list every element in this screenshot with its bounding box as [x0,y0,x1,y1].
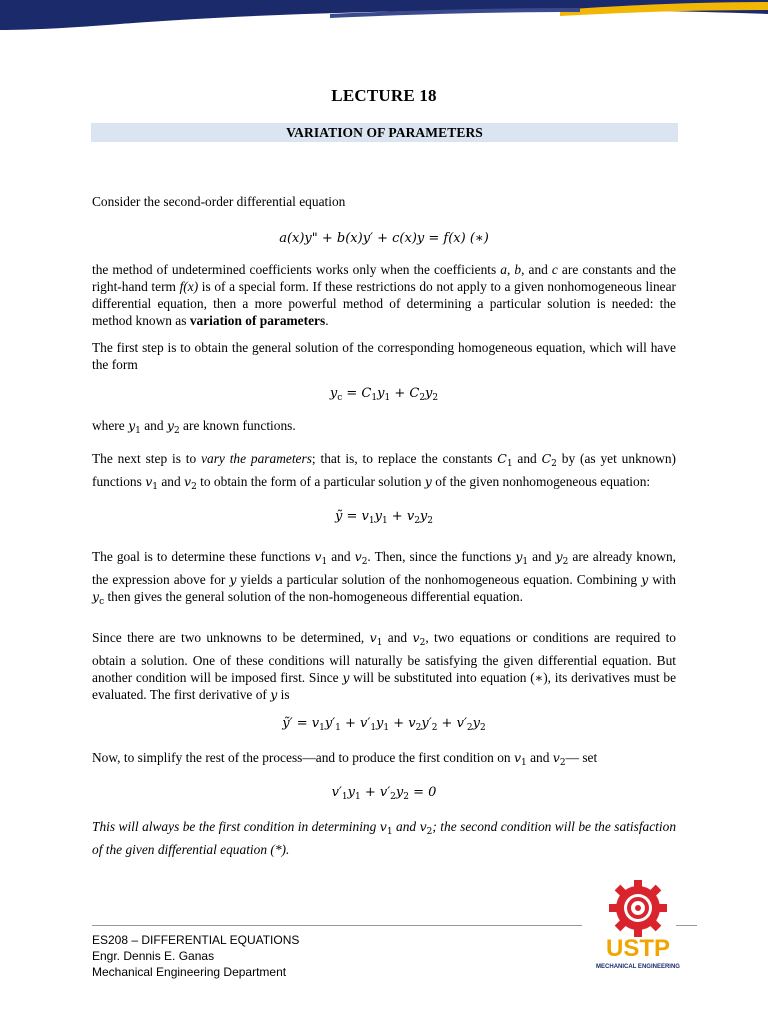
footer-divider [92,925,582,926]
equation-main: a(x)y" + b(x)y′ + c(x)y = f(x) (∗) [279,231,489,246]
paragraph-condition-note: This will always be the first condition in determining $v_1$ and $v_2$; the second condition will be the satisfaction of the given differential equation (*). [92,819,677,857]
paragraph-simplify: Now, to simplify the rest of the process—and to produce the first condition on $v_1$ and $v_2—$ set [92,750,598,768]
paragraph-vary-parameters: The next step is to vary the parameters; that is, to replace the constants $C_1$ and $C_2$ by (as yet unknown) functions $v_1$ and $v_2$ to obtain the form of a particular solution y of the given nonhomogeneous equation: [92,451,676,492]
equation-particular: ỹ = $v_1y_1 + v_2y_2$ [334,509,434,526]
ustp-logo [592,880,684,974]
paragraph-undetermined: the method of undetermined coefficients works only when the coefficients a, b, and c are constants and the right-hand term f(x) is of a special form. If these restrictions do not apply to a given nonhomogeneous linear differential equation, then a more powerful method of determining a particular solution is needed: the method known as variation of parameters. [92,262,677,328]
svg-text:USTP: USTP [605,935,671,962]
paragraph-two-unknowns: Since there are two unknowns to be determined, $v_1$ and $v_2$, two equations or conditions are required to obtain a solution. One of these conditions will naturally be satisfying the given differential equation. But another condition will be imposed first. Since y will be substituted into equation (∗), its derivatives must be evaluated. The first derivative of y is [92,630,677,702]
header-banner [0,0,768,40]
lecture-body [92,193,676,858]
equation-first-condition: $v'_1y_1 + v'_2y_2 = 0$ [331,785,437,802]
paragraph-first-step: The first step is to obtain the general solution of the corresponding homogeneous equation, which will have the form [92,340,676,372]
svg-text:MECHANICAL ENGINEERING: MECHANICAL ENGINEERING [596,964,680,970]
paragraph-known-functions: where $y_1$ and $y_2$ are known functions. [92,418,296,436]
paragraph-goal: The goal is to determine these functions $v_1$ and $v_2$. Then, since the functions $y_1$ and $y_2$ are already known, the expression above for y yields a particular solution of the nonhomogeneous equation. Combining y with $y_c$ then gives the general solution of the non-homogeneous differential equation. [92,549,676,607]
paragraph-intro: Consider the second-order differential equation [92,194,346,209]
lecture-title: LECTURE 18 [331,86,437,105]
footer-course: ES208 – DIFFERENTIAL EQUATIONS [92,933,300,947]
footer [92,932,299,980]
footer-instructor: Engr. Dennis E. Ganas [92,949,215,963]
equation-first-derivative: ỹ′ = $v_1y'_1 + v'_1y_1 + v_2y'_2 + v'_2y_2$ [282,716,486,733]
equation-homogeneous: $y_c = C_1y_1 + C_2y_2$ [329,386,439,403]
footer-department: Mechanical Engineering Department [92,965,287,979]
section-title: VARIATION OF PARAMETERS [91,123,678,142]
